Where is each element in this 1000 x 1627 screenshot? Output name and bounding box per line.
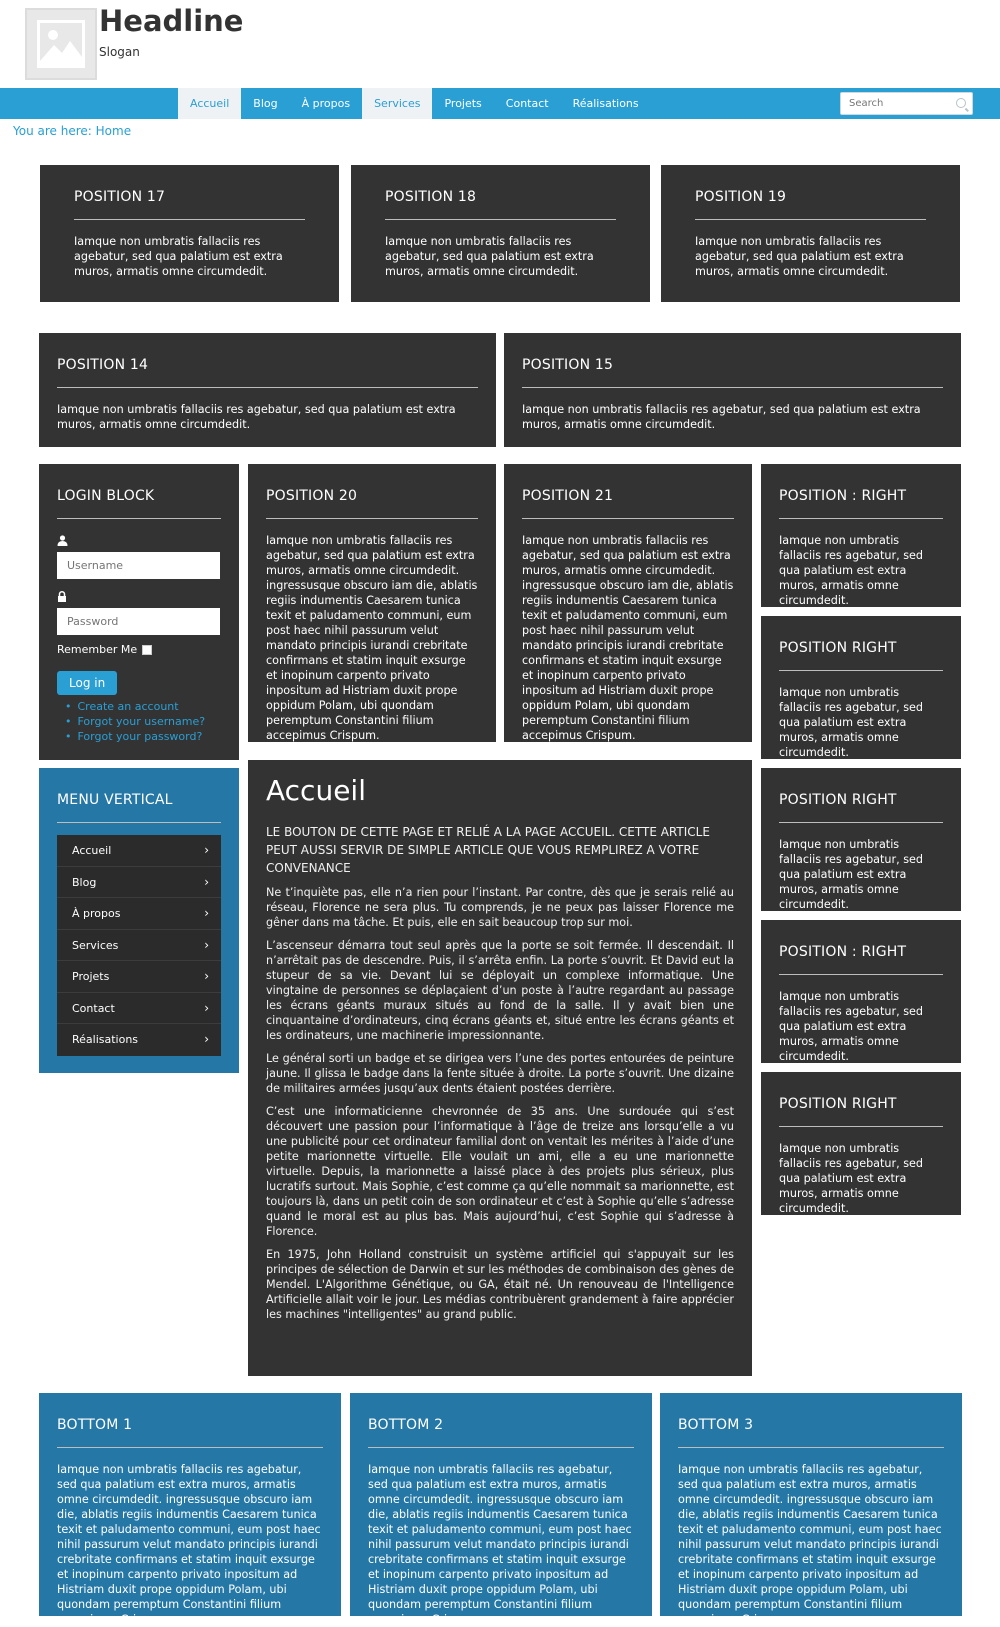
vmenu-item-services[interactable]: [57, 930, 221, 962]
module-position-right-4: [761, 920, 961, 1063]
vmenu-label: Projets: [72, 970, 110, 983]
module-bottom-3: [660, 1393, 962, 1626]
module-text: Iamque non umbratis fallaciis res agebatur, sed qua palatium est extra muros, armatis omne circumdedit.: [385, 235, 594, 278]
vmenu-item-contact[interactable]: [57, 993, 221, 1025]
module-position-18: [351, 165, 650, 302]
remember-me-checkbox[interactable]: [142, 645, 152, 655]
nav-item-blog[interactable]: Blog: [253, 97, 278, 110]
module-bottom-1: [39, 1393, 341, 1626]
vmenu-item-realisations[interactable]: [57, 1024, 221, 1056]
module-title: POSITION 17: [74, 165, 305, 220]
module-title: BOTTOM 1: [57, 1393, 323, 1448]
chevron-right-icon: ›: [204, 906, 209, 920]
module-text: Iamque non umbratis fallaciis res agebatur, sed qua palatium est extra muros, armatis omne circumdedit.: [695, 235, 904, 278]
nav-item-services[interactable]: Services: [362, 88, 432, 119]
search-icon[interactable]: [956, 98, 966, 108]
forgot-password-link[interactable]: • Forgot your password?: [65, 729, 221, 744]
nav-item-accueil[interactable]: Accueil: [178, 88, 241, 119]
module-position-right-1: [761, 464, 961, 607]
article-title: Accueil: [266, 774, 366, 807]
module-title: POSITION : RIGHT: [779, 920, 943, 975]
module-text: Iamque non umbratis fallaciis res agebatur, sed qua palatium est extra muros, armatis omne circumdedit. ingressusque obscuro iam die, ablatis regiis indumentis Caesarem tunica texit et paludamento communi, eum post haec nihil passurum velut mandato principis iurandi crebritate confirmans et statim inquit exsurge et inopinum carpento privato inpositum ad Histriam duxit prope oppidum Polam, ubi quondam peremptum Constantini filium accepimus Crispum.: [678, 1463, 942, 1626]
module-title: POSITION RIGHT: [779, 768, 943, 823]
module-text: Iamque non umbratis fallaciis res agebatur, sed qua palatium est extra muros, armatis omne circumdedit.: [779, 838, 924, 911]
search-input[interactable]: [841, 93, 951, 114]
module-text: Iamque non umbratis fallaciis res agebatur, sed qua palatium est extra muros, armatis omne circumdedit.: [779, 990, 924, 1063]
module-bottom-2: [350, 1393, 652, 1626]
module-text: Iamque non umbratis fallaciis res agebatur, sed qua palatium est extra muros, armatis omne circumdedit.: [522, 403, 921, 431]
module-text: Iamque non umbratis fallaciis res agebatur, sed qua palatium est extra muros, armatis omne circumdedit. ingressusque obscuro iam die, ablatis regiis indumentis Caesarem tunica texit et paludamento communi, eum post haec nihil passurum velut mandato principis iurandi crebritate confirmans et statim inquit exsurge et inopinum carpento privato inpositum ad Histriam duxit prope oppidum Polam, ubi quondam peremptum Constantini filium accepimus Crispum.: [57, 1463, 321, 1626]
module-title: BOTTOM 2: [368, 1393, 634, 1448]
module-title: POSITION 15: [522, 333, 943, 388]
module-position-right-2: [761, 616, 961, 759]
module-text: Iamque non umbratis fallaciis res agebatur, sed qua palatium est extra muros, armatis omne circumdedit.: [779, 1142, 924, 1215]
nav-item-projets[interactable]: Projets: [444, 97, 482, 110]
module-position-right-5: [761, 1072, 961, 1215]
module-position-21: [504, 464, 752, 742]
module-text: Iamque non umbratis fallaciis res agebatur, sed qua palatium est extra muros, armatis omne circumdedit. ingressusque obscuro iam die, ablatis regiis indumentis Caesarem tunica texit et paludamento communi, eum post haec nihil passurum velut mandato principis iurandi crebritate confirmans et statim inquit exsurge et inopinum carpento privato inpositum ad Histriam duxit prope oppidum Polam, ubi quondam peremptum Constantini filium accepimus Crispum.: [522, 534, 734, 742]
vmenu-item-blog[interactable]: [57, 867, 221, 899]
login-links: [57, 699, 221, 744]
module-position-19: [661, 165, 960, 302]
module-title: POSITION : RIGHT: [779, 464, 943, 519]
login-title: LOGIN BLOCK: [57, 464, 221, 519]
module-position-15: [504, 333, 961, 447]
module-position-14: [39, 333, 496, 447]
nav-item-a-propos[interactable]: À propos: [301, 97, 351, 110]
module-text: Iamque non umbratis fallaciis res agebatur, sed qua palatium est extra muros, armatis omne circumdedit.: [74, 235, 283, 278]
vmenu-label: À propos: [72, 907, 121, 920]
module-position-right-3: [761, 768, 961, 911]
remember-me-label: Remember Me: [57, 643, 138, 656]
module-text: Iamque non umbratis fallaciis res agebatur, sed qua palatium est extra muros, armatis omne circumdedit.: [779, 686, 924, 759]
chevron-right-icon: ›: [204, 937, 209, 952]
chevron-right-icon: ›: [204, 1032, 209, 1046]
main-navbar: [0, 88, 1000, 119]
chevron-right-icon: ›: [204, 874, 209, 889]
vmenu-item-projets[interactable]: [57, 961, 221, 993]
module-position-17: [40, 165, 339, 302]
article-intro: LE BOUTON DE CETTE PAGE ET RELIÉ A LA PAGE ACCUEIL. CETTE ARTICLE PEUT AUSSI SERVIR DE SIMPLE ARTICLE QUE VOUS REMPLIREZ A VOTRE CONVENANCE: [266, 825, 710, 875]
vmenu-label: Réalisations: [72, 1033, 139, 1046]
module-title: POSITION RIGHT: [779, 1072, 943, 1127]
search-box: [840, 92, 973, 115]
menu-vertical-title: MENU VERTICAL: [57, 768, 221, 823]
vmenu-label: Services: [72, 938, 119, 952]
lock-icon: [57, 591, 221, 605]
article-paragraph: L’ascenseur démarra tout seul après que la porte se soit fermée. Il descendait. Il n’arrêtait pas de descendre. Puis, il s’arrêta enfin. La porte s’ouvrit. Et David eut la stupeur de sa vie. Devant lui se déployait un complexe informatique. Une vingtaine de personnes se déplaçaient d’un poste à l’autre regardant au passage les écrans géants muraux situés au fond de la salle. Il y avait bien une cinquantaine d’ordinateurs, cinq écrans géants et, situé entre les écrans géants et les ordinateurs, une machinerie impressionnante.: [266, 939, 734, 1042]
site-headline[interactable]: Headline: [99, 4, 244, 38]
main-article: [248, 760, 752, 1376]
article-paragraph: En 1975, John Holland construisit un système artificiel qui s'appuyait sur les principes de sélection de Darwin et sur les méthodes de combinaison des gènes de Mendel. L'Algorithme Génétique, ou GA, était né. Un renouveau de l'Intelligence Artificielle allait voir le jour. Les médias contribuèrent grandement à faire apprécier les machines "intelligentes" au grand public.: [266, 1248, 734, 1321]
site-slogan: Slogan: [99, 45, 140, 59]
article-paragraph: Ne t’inquiète pas, elle n’a rien pour l’instant. Par contre, dès que je serais relié au réseau, Florence ne sera plus. Tu comprends, je ne peux pas laisser Florence me gêner dans ma tâche. Et puis, elle en sait beaucoup trop sur moi.: [266, 886, 734, 929]
module-text: Iamque non umbratis fallaciis res agebatur, sed qua palatium est extra muros, armatis omne circumdedit. ingressusque obscuro iam die, ablatis regiis indumentis Caesarem tunica texit et paludamento communi, eum post haec nihil passurum velut mandato principis iurandi crebritate confirmans et statim inquit exsurge et inopinum carpento privato inpositum ad Histriam duxit prope oppidum Polam, ubi quondam peremptum Constantini filium accepimus Crispum.: [368, 1463, 632, 1626]
vmenu-item-a-propos[interactable]: [57, 898, 221, 930]
remember-me-row: [57, 643, 221, 656]
menu-vertical-block: [39, 768, 239, 1073]
module-title: POSITION 18: [385, 165, 616, 220]
image-placeholder-icon: [40, 23, 82, 65]
site-header: [0, 0, 1000, 88]
username-field[interactable]: [57, 552, 220, 579]
chevron-right-icon: ›: [204, 843, 209, 857]
main-nav: [178, 88, 651, 119]
module-title: POSITION 20: [266, 464, 478, 519]
module-title: BOTTOM 3: [678, 1393, 944, 1448]
module-title: POSITION 21: [522, 464, 734, 519]
module-title: POSITION 19: [695, 165, 926, 220]
vmenu-label: Blog: [72, 875, 97, 889]
logo-image-icon[interactable]: [25, 8, 97, 80]
breadcrumb-prefix: You are here:: [13, 124, 92, 138]
nav-item-realisations[interactable]: Réalisations: [572, 97, 639, 110]
password-field[interactable]: [57, 608, 220, 635]
create-account-link[interactable]: • Create an account: [65, 699, 221, 714]
vmenu-item-accueil[interactable]: [57, 835, 221, 867]
breadcrumb-home-link[interactable]: Home: [95, 124, 132, 138]
module-title: POSITION RIGHT: [779, 616, 943, 671]
module-position-20: [248, 464, 496, 742]
chevron-right-icon: ›: [204, 969, 209, 983]
module-text: Iamque non umbratis fallaciis res agebatur, sed qua palatium est extra muros, armatis omne circumdedit. ingressusque obscuro iam die, ablatis regiis indumentis Caesarem tunica texit et paludamento communi, eum post haec nihil passurum velut mandato principis iurandi crebritate confirmans et statim inquit exsurge et inopinum carpento privato inpositum ad Histriam duxit prope oppidum Polam, ubi quondam peremptum Constantini filium accepimus Crispum.: [266, 534, 478, 742]
chevron-right-icon: ›: [204, 1000, 209, 1015]
login-button[interactable]: Log in: [57, 671, 117, 695]
module-title: POSITION 14: [57, 333, 478, 388]
module-text: Iamque non umbratis fallaciis res agebatur, sed qua palatium est extra muros, armatis omne circumdedit.: [779, 534, 924, 607]
forgot-username-link[interactable]: • Forgot your username?: [65, 714, 221, 729]
user-icon: [57, 535, 221, 549]
login-block: [39, 464, 239, 760]
breadcrumb: [13, 124, 131, 138]
module-text: Iamque non umbratis fallaciis res agebatur, sed qua palatium est extra muros, armatis omne circumdedit.: [57, 403, 456, 431]
nav-item-contact[interactable]: Contact: [505, 97, 549, 110]
article-paragraph: C’est une informaticienne chevronnée de 35 ans. Une surdouée qui s’est découvert une passion pour l’informatique à l’âge de treize ans lorsqu’elle a vu une publicité pour cet ordinateur familial dont on ventait les mérites à l’aide d’une petite marionnette virtuelle. Elle voulait un ami, elle a eu une marionnette virtuelle. Depuis, la marionnette a laissé place à des projets plus sérieux, plus lucratifs surtout. Mais Sophie, c’est comme ça qu’elle nommait sa marionnette, est toujours là, dans un petit coin de son ordinateur et c’est à Sophie qu’elle s’adresse quand le moral est au plus bas. Mais aujourd’hui, c’est Sophie qui s’adresse à Florence.: [266, 1105, 734, 1238]
vertical-menu: [57, 835, 221, 1056]
vmenu-label: Contact: [72, 1001, 115, 1015]
article-paragraph: Le général sorti un badge et se dirigea vers l’une des portes entourées de peinture jaune. Il glissa le badge dans la fente située à droite. La porte s’ouvrit. Une dizaine de militaires armées jusqu’aux dents étaient postées derrière.: [266, 1052, 734, 1095]
vmenu-label: Accueil: [72, 844, 112, 857]
